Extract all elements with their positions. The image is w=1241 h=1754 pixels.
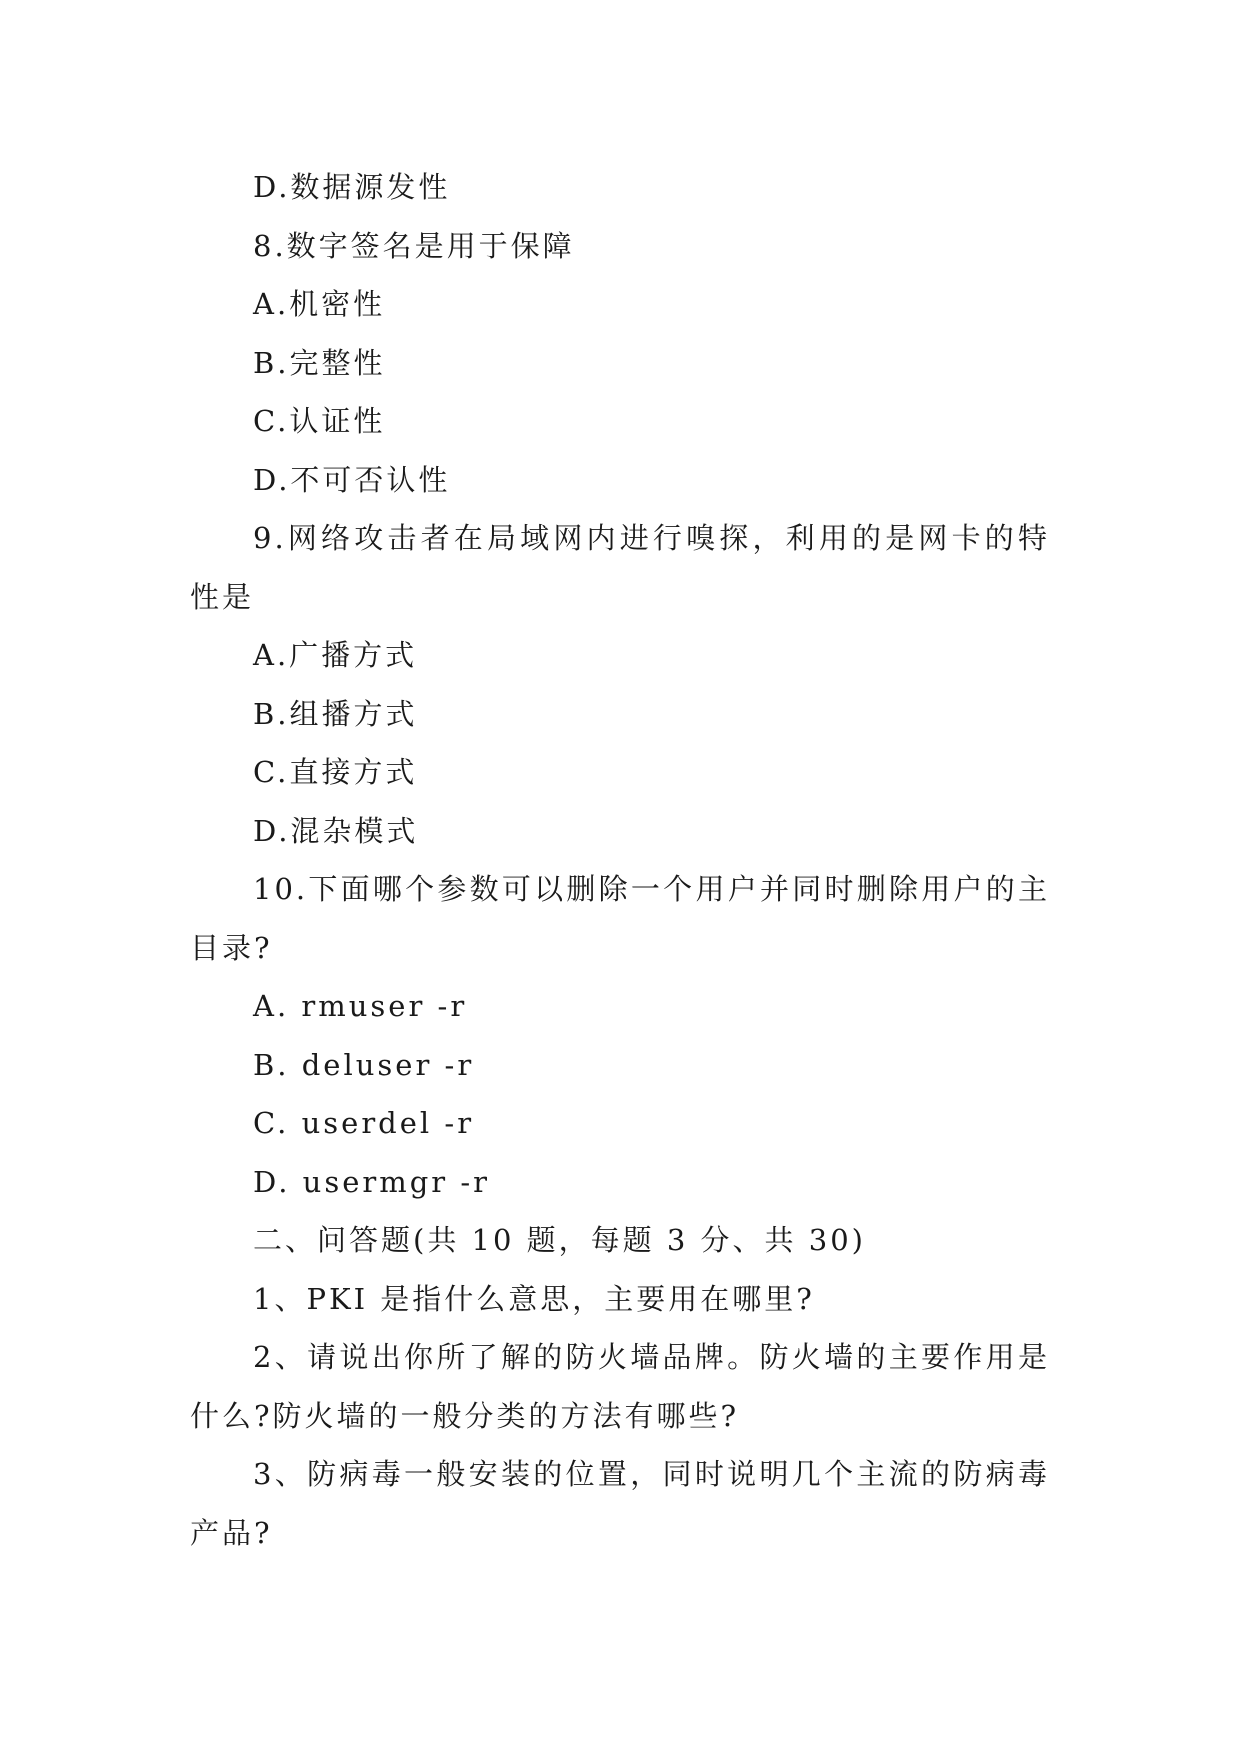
option-b-q8: B.完整性 — [253, 345, 386, 380]
option-b-q10: B. deluser -r — [253, 1047, 475, 1082]
option-a-q8: A.机密性 — [253, 287, 386, 321]
option-d-q9: D.混杂模式 — [253, 813, 419, 848]
option-d-q7: D.数据源发性 — [253, 170, 451, 204]
essay-question-1: 1、PKI 是指什么意思，主要用在哪里? — [253, 1281, 815, 1316]
option-b-q9: B.组播方式 — [253, 696, 418, 731]
option-c-q9: C.直接方式 — [253, 755, 418, 789]
option-c-q10: C. userdel -r — [253, 1106, 475, 1140]
question-9: 9.网络攻击者在局域网内进行嗅探，利用的是网卡的特性是 — [190, 521, 1050, 614]
question-8: 8.数字签名是用于保障 — [253, 228, 575, 263]
option-d-q10: D. usermgr -r — [253, 1164, 491, 1199]
option-a-q9: A.广播方式 — [253, 638, 418, 672]
question-10: 10.下面哪个参数可以删除一个用户并同时删除用户的主目录? — [190, 872, 1050, 965]
option-a-q10: A. rmuser -r — [253, 989, 468, 1023]
essay-question-2: 2、请说出你所了解的防火墙品牌。防火墙的主要作用是什么?防火墙的一般分类的方法有哪些? — [190, 1340, 1050, 1433]
option-d-q8: D.不可否认性 — [253, 462, 451, 497]
document-body — [190, 158, 1050, 1562]
option-c-q8: C.认证性 — [253, 404, 386, 438]
section-heading: 二、问答题(共 10 题，每题 3 分、共 30) — [253, 1223, 866, 1257]
essay-question-3: 3、防病毒一般安装的位置，同时说明几个主流的防病毒产品? — [190, 1457, 1050, 1550]
